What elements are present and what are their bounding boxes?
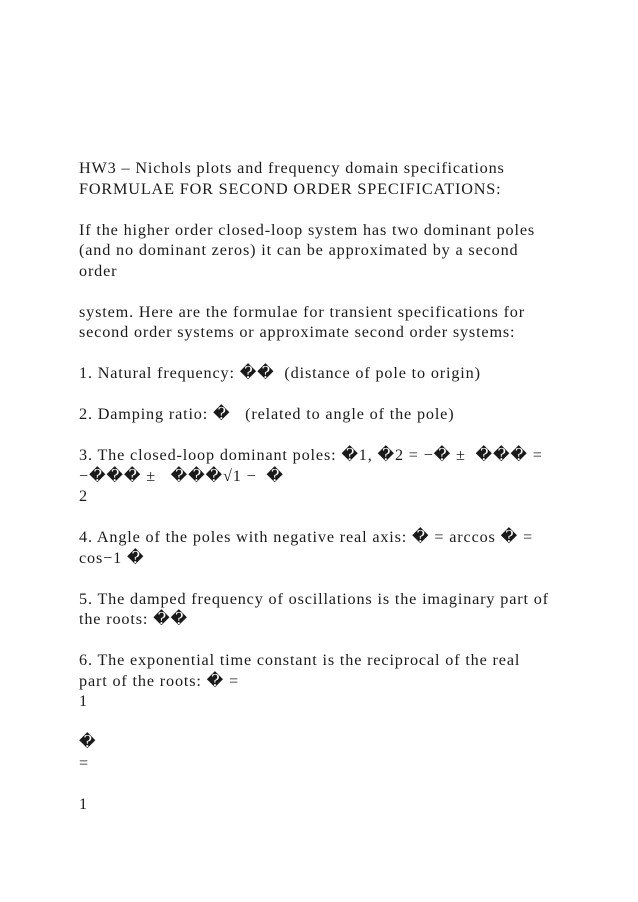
list-item-pole-angle: 4. Angle of the poles with negative real axis: � = arccos � = xyxy=(79,528,533,546)
formula-line: � xyxy=(79,733,97,751)
section-heading: FORMULAE FOR SECOND ORDER SPECIFICATIONS: xyxy=(79,179,502,198)
formula-line: cos−1 � xyxy=(79,548,145,567)
text-line: part of the roots: � = xyxy=(79,671,239,690)
blank-line xyxy=(79,773,579,794)
blank-line xyxy=(79,199,579,220)
list-item-time-constant: 6. The exponential time constant is the reciprocal of the real xyxy=(79,651,521,669)
formula-line: = xyxy=(79,753,89,772)
blank-line xyxy=(79,384,579,405)
text-line: system. Here are the formulae for transient specifications for xyxy=(79,302,525,321)
document-title: HW3 – Nichols plots and frequency domain specifications xyxy=(79,159,505,177)
text-line: If the higher order closed-loop system has two dominant poles xyxy=(79,220,535,239)
list-item-dominant-poles: 3. The closed-loop dominant poles: �1, �2 = −� ± ��� = xyxy=(79,446,543,464)
blank-line xyxy=(79,343,579,364)
blank-line xyxy=(79,281,579,302)
list-item-damping-ratio: 2. Damping ratio: � (related to angle of the pole) xyxy=(79,405,455,423)
document-body xyxy=(79,158,579,814)
formula-line: −��� ± ���√1 − � xyxy=(79,466,284,485)
formula-line: 2 xyxy=(79,487,88,505)
blank-line xyxy=(79,712,579,733)
text-line: second order systems or approximate second order systems: xyxy=(79,323,516,341)
blank-line xyxy=(79,425,579,446)
blank-line xyxy=(79,507,579,528)
text-line: the roots: �� xyxy=(79,610,188,628)
text-line: (and no dominant zeros) it can be approximated by a second xyxy=(79,241,519,259)
formula-line: 1 xyxy=(79,794,88,813)
blank-line xyxy=(79,568,579,589)
formula-line: 1 xyxy=(79,692,88,710)
list-item-natural-frequency: 1. Natural frequency: �� (distance of pole to origin) xyxy=(79,364,481,382)
blank-line xyxy=(79,630,579,651)
text-line: order xyxy=(79,261,118,280)
list-item-damped-frequency: 5. The damped frequency of oscillations is the imaginary part of xyxy=(79,589,549,608)
